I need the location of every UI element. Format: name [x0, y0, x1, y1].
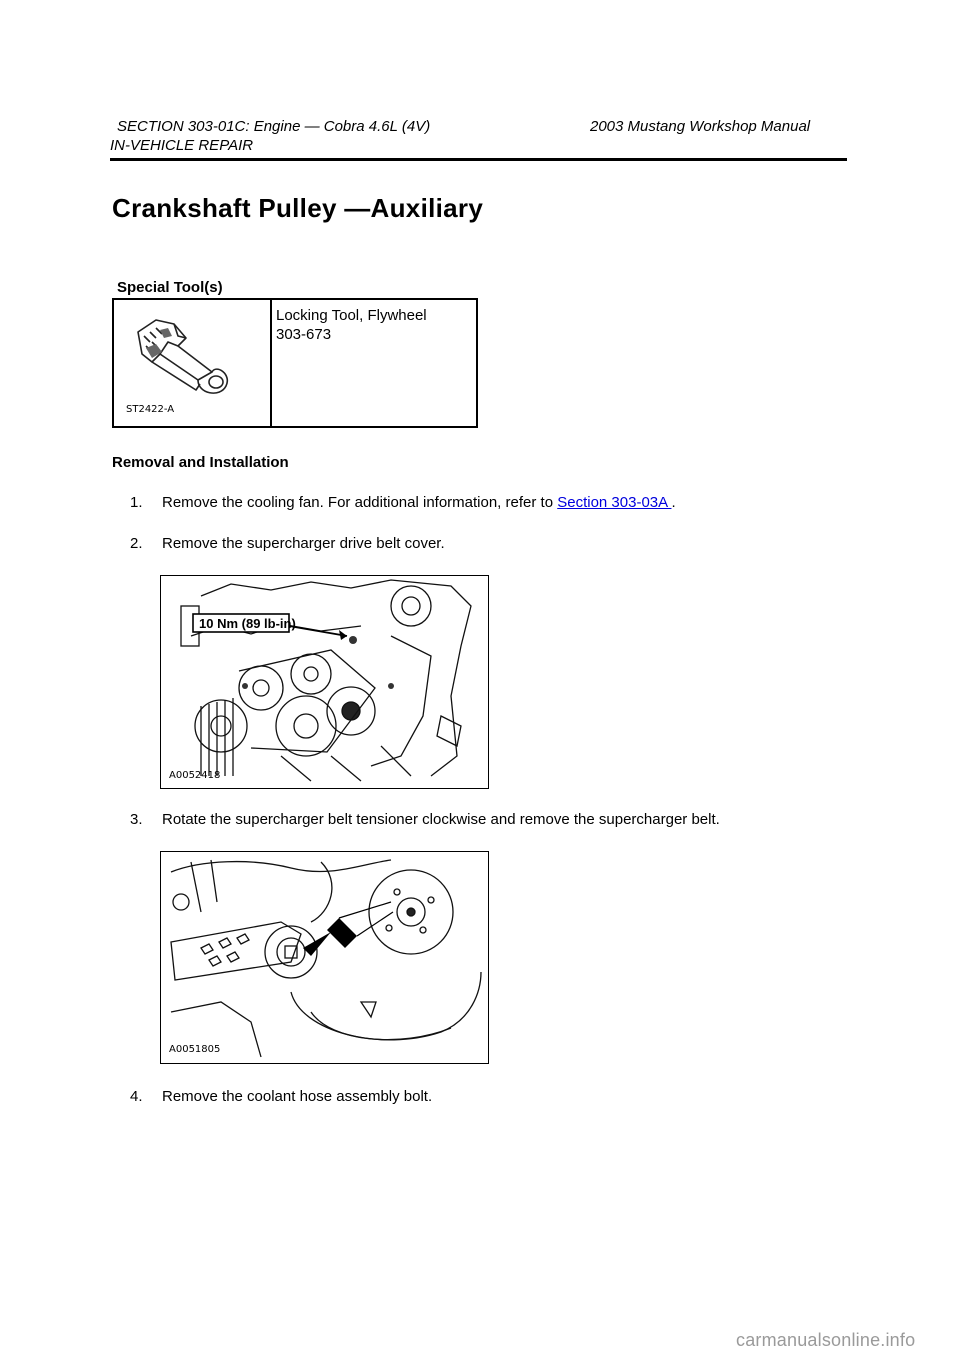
section-303-03a-link[interactable]: Section 303-03A: [557, 494, 672, 511]
step-4: [130, 1088, 830, 1108]
engine-belt-illustration: [161, 576, 488, 788]
step-number: 2.: [130, 535, 143, 552]
step-1-text: Remove the cooling fan. For additional information, refer to: [162, 494, 558, 511]
figure-belt-tensioner: [160, 851, 489, 1064]
flywheel-locking-tool-illustration: [116, 302, 266, 426]
table-divider: [270, 300, 272, 426]
step-1-period: .: [671, 494, 676, 511]
tool-description: [276, 306, 427, 344]
step-text: [162, 494, 676, 511]
chapter-title: IN-VEHICLE REPAIR: [110, 137, 254, 154]
step-1: [130, 494, 830, 514]
torque-callout-text: 10 Nm (89 lb-in): [199, 616, 296, 631]
figure-2-label: A0051805: [169, 1044, 221, 1055]
tool-number: 303-673: [276, 326, 332, 343]
step-2: [130, 535, 830, 555]
section-title: SECTION 303-01C: Engine — Cobra 4.6L (4V): [117, 118, 431, 135]
tool-name: Locking Tool, Flywheel: [276, 307, 427, 324]
step-number: 1.: [130, 494, 143, 511]
figure-supercharger-belt-cover: [160, 575, 489, 789]
page-title: Crankshaft Pulley —Auxiliary: [112, 193, 484, 223]
manual-title: 2003 Mustang Workshop Manual: [590, 118, 811, 135]
tensioner-illustration: [161, 852, 488, 1063]
step-text: Remove the supercharger drive belt cover.: [162, 535, 445, 552]
step-number: 3.: [130, 811, 143, 828]
step-number: 4.: [130, 1088, 143, 1105]
header-rule: [110, 158, 847, 161]
special-tools-table: [112, 298, 478, 428]
tool-figure-label: ST2422-A: [126, 404, 175, 415]
step-text: Rotate the supercharger belt tensioner clockwise and remove the supercharger belt.: [162, 811, 720, 828]
watermark: carmanualsonline.info: [736, 1330, 916, 1350]
step-3: [130, 811, 850, 831]
step-text: Remove the coolant hose assembly bolt.: [162, 1088, 433, 1105]
procedure-heading: Removal and Installation: [112, 454, 289, 471]
figure-1-label: A0052418: [169, 770, 221, 781]
special-tools-heading: Special Tool(s): [117, 279, 223, 296]
